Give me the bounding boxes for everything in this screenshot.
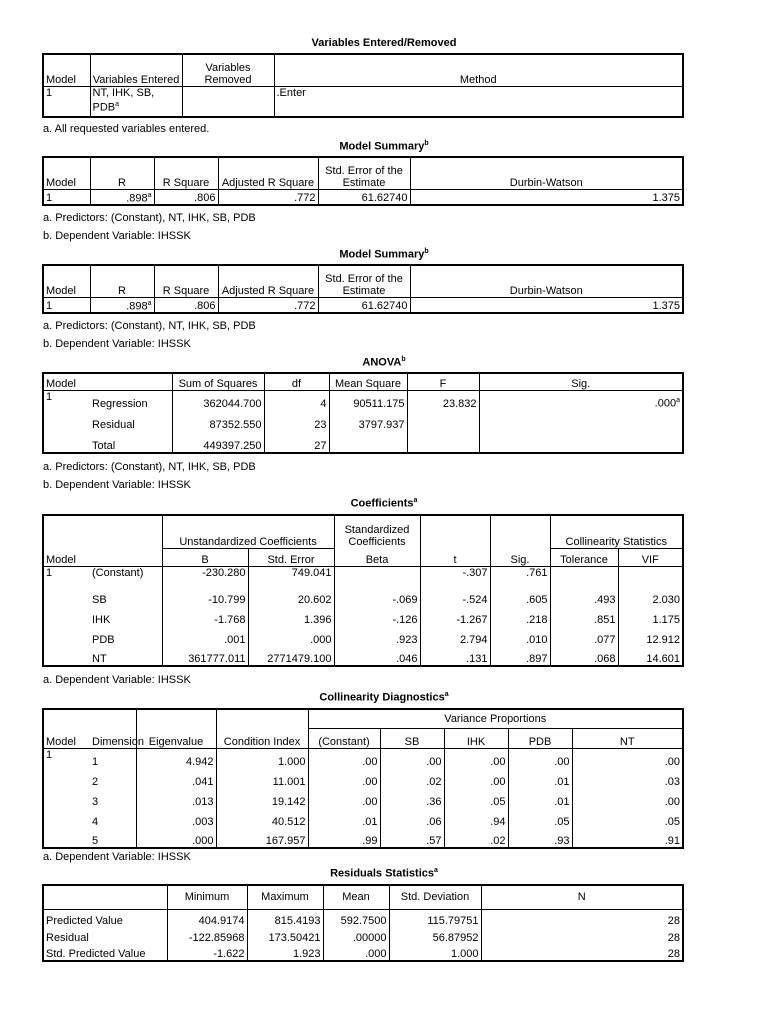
table-row	[43, 390, 683, 410]
cell: .806	[154, 297, 218, 313]
cell: 1	[43, 189, 90, 205]
cell: .003	[136, 808, 216, 828]
table-row	[43, 646, 683, 666]
cell: 749.041	[248, 566, 334, 586]
cell: .00	[664, 756, 680, 768]
col-header: Variables Entered	[90, 54, 182, 86]
col-header: Beta	[334, 548, 420, 566]
model-summary-title	[0, 140, 768, 153]
cell: .00	[444, 748, 508, 768]
cell: .06	[380, 808, 444, 828]
col-header: Std. Error of the Estimate	[318, 265, 410, 297]
cell: .00	[444, 768, 508, 788]
cell: .05	[508, 808, 572, 828]
col-header: VIF	[641, 553, 659, 566]
cell: (Constant)	[90, 566, 162, 586]
cell: NT	[90, 646, 162, 666]
cell: 1.000	[389, 944, 481, 961]
cell: .001	[162, 626, 248, 646]
cell: .851	[550, 606, 618, 626]
col-header: Model	[43, 265, 90, 297]
cell: .36	[380, 788, 444, 808]
col-header: R Square	[154, 265, 218, 297]
cell: -.069	[334, 586, 420, 606]
cell-text: .898	[126, 192, 148, 205]
cell: .Enter	[276, 86, 306, 99]
table-row	[43, 909, 683, 927]
footnote-mark: b	[424, 248, 429, 255]
col-header: Model	[43, 157, 90, 189]
table-row	[43, 566, 683, 586]
group-header: Standardized Coefficients	[334, 515, 420, 548]
cell: .013	[136, 788, 216, 808]
cell: 1.000	[216, 748, 308, 768]
cell: -.126	[334, 606, 420, 626]
cell	[479, 431, 683, 453]
cell: .923	[334, 626, 420, 646]
col-header: Durbin-Watson	[509, 176, 583, 189]
footnote: a. Predictors: (Constant), NT, IHK, SB, PDB	[43, 461, 256, 473]
cell	[479, 410, 683, 431]
col-header: NT	[619, 735, 635, 748]
col-header: SB	[380, 728, 444, 748]
cell: 56.87952	[389, 927, 481, 944]
col-header: Adjusted R Square	[218, 265, 318, 297]
cell: 4	[90, 808, 136, 828]
table-row	[43, 626, 683, 646]
cell: -.307	[420, 566, 490, 586]
col-header: Method	[459, 73, 497, 86]
cell	[182, 86, 274, 117]
cell: .000	[136, 828, 216, 848]
cell: .00	[508, 748, 572, 768]
cell: Residual	[90, 410, 172, 431]
cell-text: .898	[126, 300, 148, 313]
col-header: F	[407, 373, 479, 390]
cell: .077	[550, 626, 618, 646]
cell: 1.923	[247, 944, 323, 961]
cell: 815.4193	[247, 909, 323, 927]
footnote-mark: a	[676, 397, 680, 405]
cell: 87352.550	[172, 410, 264, 431]
title-text: ANOVA	[362, 356, 402, 369]
table-row	[43, 606, 683, 626]
cell: Total	[90, 431, 172, 453]
cell: .05	[664, 816, 680, 828]
col-header: R	[90, 265, 154, 297]
coefficients-title	[0, 497, 768, 510]
title-text: Model Summary	[339, 248, 425, 261]
cell: 2	[90, 768, 136, 788]
cell: 4.942	[136, 748, 216, 768]
collinearity-title	[0, 691, 768, 704]
coefficients-table	[42, 514, 684, 667]
model-summary-table-1	[42, 156, 684, 206]
footnote: a. Dependent Variable: IHSSK	[43, 851, 191, 863]
col-header: Condition Index	[216, 728, 308, 748]
cell: Residual	[43, 927, 167, 944]
cell	[90, 297, 154, 313]
col-header: Std. Error of the Estimate	[318, 157, 410, 189]
cell: 28	[667, 948, 680, 960]
cell: .01	[508, 788, 572, 808]
cell: 61.62740	[318, 297, 410, 313]
cell: 4	[264, 390, 329, 410]
footnote: a. All requested variables entered.	[43, 123, 210, 135]
cell: PDB	[90, 626, 162, 646]
cell: 20.602	[248, 586, 334, 606]
cell: 362044.700	[172, 390, 264, 410]
cell: -1.267	[420, 606, 490, 626]
cell	[618, 566, 683, 586]
title-text: Collinearity Diagnostics	[319, 691, 445, 704]
col-header: Model	[43, 373, 172, 390]
cell: .94	[444, 808, 508, 828]
variables-entered-title	[0, 37, 768, 49]
variables-entered-table	[42, 53, 684, 118]
col-header: Sig.	[490, 548, 550, 566]
cell: .01	[308, 808, 380, 828]
col-header: Durbin-Watson	[509, 284, 583, 297]
title-text: Residuals Statistics	[330, 867, 435, 880]
model-summary-table-2	[42, 264, 684, 314]
cell: 2771479.100	[248, 646, 334, 666]
cell: 115.79751	[389, 909, 481, 927]
footnote-mark: a	[413, 497, 418, 504]
group-header: Collinearity Statistics	[550, 515, 683, 548]
col-header: Variables Removed	[182, 54, 274, 86]
col-header: (Constant)	[308, 728, 380, 748]
title-text: Variables Entered/Removed	[311, 37, 457, 49]
cell: 592.7500	[323, 909, 389, 927]
cell: 19.142	[216, 788, 308, 808]
cell: 90511.175	[329, 390, 407, 410]
footnote: a. Predictors: (Constant), NT, IHK, SB, PDB	[43, 212, 256, 224]
cell: .01	[508, 768, 572, 788]
col-header: Std. Deviation	[389, 885, 481, 909]
col-header: Sig.	[571, 377, 591, 390]
col-header: df	[264, 373, 329, 390]
cell: -230.280	[162, 566, 248, 586]
cell: .772	[218, 297, 318, 313]
cell: .57	[380, 828, 444, 848]
cell: .05	[444, 788, 508, 808]
col-header: Sum of Squares	[172, 373, 264, 390]
cell: .99	[308, 828, 380, 848]
footnote: b. Dependent Variable: IHSSK	[43, 338, 191, 350]
residuals-title	[0, 867, 768, 880]
cell: 3797.937	[329, 410, 407, 431]
cell: .91	[664, 835, 680, 847]
cell: .010	[490, 626, 550, 646]
cell	[550, 566, 618, 586]
col-header: Maximum	[247, 885, 323, 909]
cell	[90, 189, 154, 205]
cell: 2.030	[652, 594, 680, 606]
cell: 12.912	[646, 634, 680, 646]
col-header: Std. Error	[248, 548, 334, 566]
residuals-table	[42, 884, 684, 962]
cell: .00	[308, 748, 380, 768]
col-header: t	[420, 548, 490, 566]
footnote: b. Dependent Variable: IHSSK	[43, 479, 191, 491]
cell: 2.794	[420, 626, 490, 646]
table-row	[43, 748, 683, 768]
footnote-mark: a	[444, 691, 449, 698]
cell: 167.957	[216, 828, 308, 848]
footnote: b. Dependent Variable: IHSSK	[43, 230, 191, 242]
footnote-mark: a	[147, 299, 152, 307]
col-header: Adjusted R Square	[218, 157, 318, 189]
cell: 23	[264, 410, 329, 431]
table-row	[43, 410, 683, 431]
cell: 28	[667, 932, 680, 944]
model-summary-title	[0, 248, 768, 261]
col-header: IHK	[444, 728, 508, 748]
cell: .046	[334, 646, 420, 666]
cell-text: .000	[654, 398, 677, 410]
cell: .00	[664, 796, 680, 808]
footnote-mark: b	[424, 140, 429, 147]
table-row	[43, 431, 683, 453]
cell: SB	[90, 586, 162, 606]
cell: .761	[490, 566, 550, 586]
footnote-mark: b	[401, 356, 406, 363]
col-header	[43, 885, 167, 909]
group-header: Unstandardized Coefficients	[162, 515, 334, 548]
cell: .000	[248, 626, 334, 646]
cell: 40.512	[216, 808, 308, 828]
col-header: Model	[43, 548, 162, 566]
anova-table	[42, 372, 684, 454]
col-header: Tolerance	[550, 548, 618, 566]
cell-text: NT, IHK, SB, PDB	[92, 86, 155, 114]
collinearity-table	[42, 708, 684, 849]
cell: .131	[420, 646, 490, 666]
cell: 5	[90, 828, 136, 848]
cell	[334, 566, 420, 586]
footnote: a. Predictors: (Constant), NT, IHK, SB, PDB	[43, 320, 256, 332]
cell: .000	[323, 944, 389, 961]
cell: 14.601	[646, 653, 680, 665]
cell: .93	[508, 828, 572, 848]
cell: 1.175	[652, 614, 680, 626]
cell: .041	[136, 768, 216, 788]
cell: Predicted Value	[43, 909, 167, 927]
cell: .897	[490, 646, 550, 666]
cell: 1	[43, 297, 90, 313]
cell: Regression	[90, 390, 172, 410]
title-text: Coefficients	[350, 497, 414, 510]
col-header: Model	[46, 735, 76, 748]
col-header: B	[162, 548, 248, 566]
cell: .03	[664, 776, 680, 788]
table-row	[43, 768, 683, 788]
col-header: R	[90, 157, 154, 189]
cell: .218	[490, 606, 550, 626]
cell: 1	[90, 748, 136, 768]
table-row	[43, 927, 683, 944]
cell: 1	[46, 748, 53, 761]
col-header: Model	[43, 54, 90, 86]
cell: 1.375	[652, 192, 680, 205]
table-row	[43, 828, 683, 848]
col-header: PDB	[508, 728, 572, 748]
footnote-mark: a	[434, 867, 438, 874]
col-header: N	[577, 891, 586, 904]
cell: -1.622	[167, 944, 247, 961]
cell: .068	[550, 646, 618, 666]
group-header: Variance Proportions	[308, 709, 683, 728]
table-row	[43, 788, 683, 808]
cell: 23.832	[407, 390, 479, 410]
cell: 1.396	[248, 606, 334, 626]
cell	[90, 86, 182, 117]
cell: -10.799	[162, 586, 248, 606]
cell: 3	[90, 788, 136, 808]
table-row	[43, 944, 683, 961]
cell: -1.768	[162, 606, 248, 626]
cell: 361777.011	[162, 646, 248, 666]
cell: -122.85968	[167, 927, 247, 944]
cell	[407, 431, 479, 453]
cell: IHK	[90, 606, 162, 626]
cell: .00	[308, 788, 380, 808]
footnote-mark: a	[147, 191, 152, 199]
cell: .605	[490, 586, 550, 606]
cell: 11.001	[216, 768, 308, 788]
cell	[407, 410, 479, 431]
col-header: R Square	[154, 157, 218, 189]
footnote-mark: a	[115, 100, 120, 108]
cell: 449397.250	[172, 431, 264, 453]
cell: Std. Predicted Value	[43, 944, 167, 961]
footnote: a. Dependent Variable: IHSSK	[43, 674, 191, 686]
cell: 1.375	[652, 300, 680, 313]
cell: .02	[380, 768, 444, 788]
cell: 404.9174	[167, 909, 247, 927]
col-header: Eigenvalue	[136, 728, 216, 748]
cell: 1	[43, 86, 90, 117]
cell: .00	[308, 768, 380, 788]
col-header: Minimum	[167, 885, 247, 909]
cell: .806	[154, 189, 218, 205]
col-header: Mean Square	[329, 373, 407, 390]
title-text: Model Summary	[339, 140, 425, 153]
cell: 1	[46, 390, 53, 403]
cell: .772	[218, 189, 318, 205]
cell: 1	[46, 566, 53, 579]
cell: 28	[667, 915, 680, 927]
table-row	[43, 808, 683, 828]
anova-title	[0, 356, 768, 369]
cell: .02	[444, 828, 508, 848]
cell: 61.62740	[318, 189, 410, 205]
cell: 173.50421	[247, 927, 323, 944]
cell	[479, 390, 683, 410]
cell: 27	[264, 431, 329, 453]
cell: .00	[380, 748, 444, 768]
col-header: Dimension	[90, 728, 136, 748]
col-header: Mean	[323, 885, 389, 909]
cell	[329, 431, 407, 453]
cell: .00000	[323, 927, 389, 944]
cell: -.524	[420, 586, 490, 606]
table-row	[43, 586, 683, 606]
cell: .493	[550, 586, 618, 606]
